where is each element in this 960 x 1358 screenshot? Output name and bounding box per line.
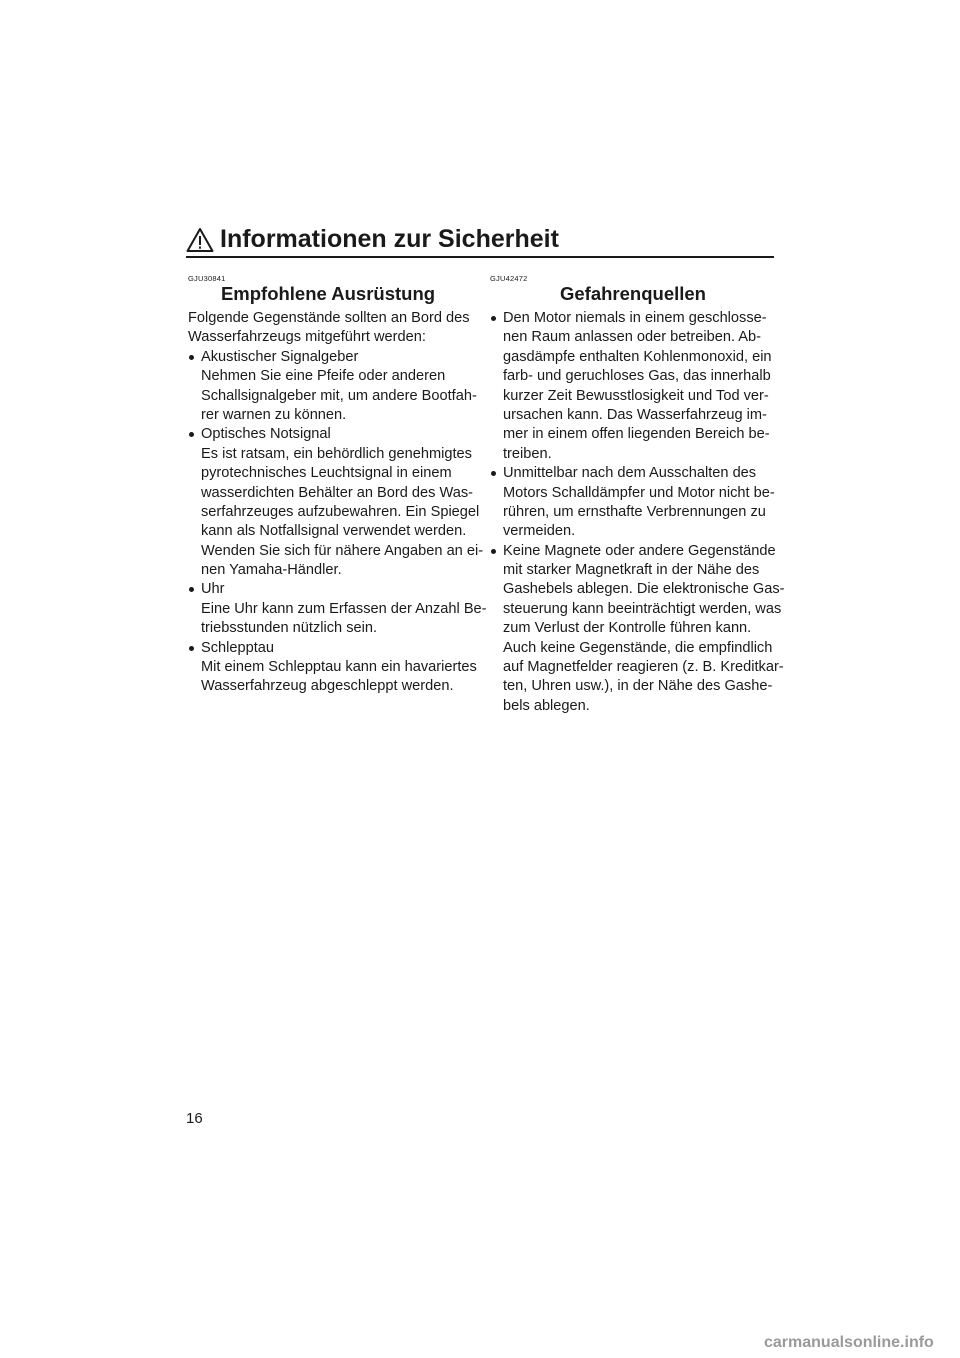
text-line: gasdämpfe enthalten Kohlenmonoxid, ein	[503, 348, 772, 365]
section-body	[490, 309, 785, 716]
text-line: Wasserfahrzeugs mitgeführt werden:	[188, 329, 426, 346]
text-line: Nehmen Sie eine Pfeife oder anderen	[201, 368, 446, 385]
text-line: nen Raum anlassen oder betreiben. Ab-	[503, 329, 761, 346]
section-heading: Gefahrenquellen	[560, 283, 706, 304]
text-line: farb- und geruchloses Gas, das innerhalb	[503, 368, 771, 385]
text-line: nen Yamaha-Händler.	[201, 562, 342, 579]
bullet-item: Keine Magnete oder andere Gegenstände	[490, 542, 776, 561]
text-line: kann als Notfallsignal verwendet werden.	[201, 523, 467, 540]
bullet-item: Optisches Notsignal	[188, 425, 468, 444]
right-column	[490, 274, 785, 716]
bullet-item: Unmittelbar nach dem Ausschalten des	[490, 464, 776, 483]
text-line: auf Magnetfelder reagieren (z. B. Kreditkar-	[503, 659, 784, 676]
text-line: mit starker Magnetkraft in der Nähe des	[503, 562, 760, 579]
text-line: rer warnen zu können.	[201, 406, 347, 423]
text-line: Folgende Gegenstände sollten an Bord des	[188, 310, 470, 326]
section-heading: Empfohlene Ausrüstung	[220, 283, 436, 304]
text-line: wasserdichten Behälter an Bord des Was-	[201, 484, 474, 501]
text-line: Motors Schalldämpfer und Motor nicht be-	[503, 484, 775, 501]
section-code: GJU42472	[490, 274, 528, 283]
text-line: Schallsignalgeber mit, um andere Bootfah-	[201, 387, 477, 404]
bullet-item: Akustischer Signalgeber	[188, 348, 468, 367]
text-line: treiben.	[503, 445, 552, 462]
text-line: Mit einem Schlepptau kann ein havariertes	[201, 659, 477, 676]
text-line: serfahrzeuges aufzubewahren. Ein Spiegel	[201, 503, 480, 520]
bullet-item: Schlepptau	[188, 639, 468, 658]
bullet-item: Uhr	[188, 580, 468, 599]
text-line: Gashebels ablegen. Die elektronische Gas-	[503, 581, 785, 598]
text-line: ten, Uhren usw.), in der Nähe des Gashe-	[503, 678, 773, 695]
page-title: Informationen zur Sicherheit	[220, 225, 559, 253]
left-column	[188, 274, 487, 697]
text-line: rühren, um ernsthafte Verbrennungen zu	[503, 503, 766, 520]
text-line: Es ist ratsam, ein behördlich genehmigtes	[201, 445, 472, 462]
text-line: kurzer Zeit Bewusstlosigkeit und Tod ver-	[503, 387, 769, 404]
text-line: steuerung kann beeinträchtigt werden, was	[503, 600, 782, 617]
text-line: mer in einem offen liegenden Bereich be-	[503, 426, 770, 443]
page-number: 16	[186, 1110, 203, 1127]
text-line: vermeiden.	[503, 523, 576, 540]
section-body	[188, 309, 487, 697]
section-code: GJU30841	[188, 274, 226, 283]
text-line: Eine Uhr kann zum Erfassen der Anzahl Be-	[201, 600, 487, 617]
text-line: bels ablegen.	[503, 697, 590, 714]
text-line: ursachen kann. Das Wasserfahrzeug im-	[503, 406, 767, 423]
bullet-item: Den Motor niemals in einem geschlosse-	[490, 309, 776, 328]
page-header	[186, 224, 774, 258]
text-line: Wasserfahrzeug abgeschleppt werden.	[201, 678, 454, 695]
text-line: triebsstunden nützlich sein.	[201, 620, 378, 637]
text-line: Wenden Sie sich für nähere Angaben an ei-	[201, 542, 484, 559]
watermark: carmanualsonline.info	[764, 1334, 934, 1351]
text-line: pyrotechnisches Leuchtsignal in einem	[201, 465, 452, 482]
text-line: zum Verlust der Kontrolle führen kann.	[503, 620, 752, 637]
text-line: Auch keine Gegenstände, die empfindlich	[503, 639, 773, 656]
warning-triangle-icon	[186, 227, 214, 253]
